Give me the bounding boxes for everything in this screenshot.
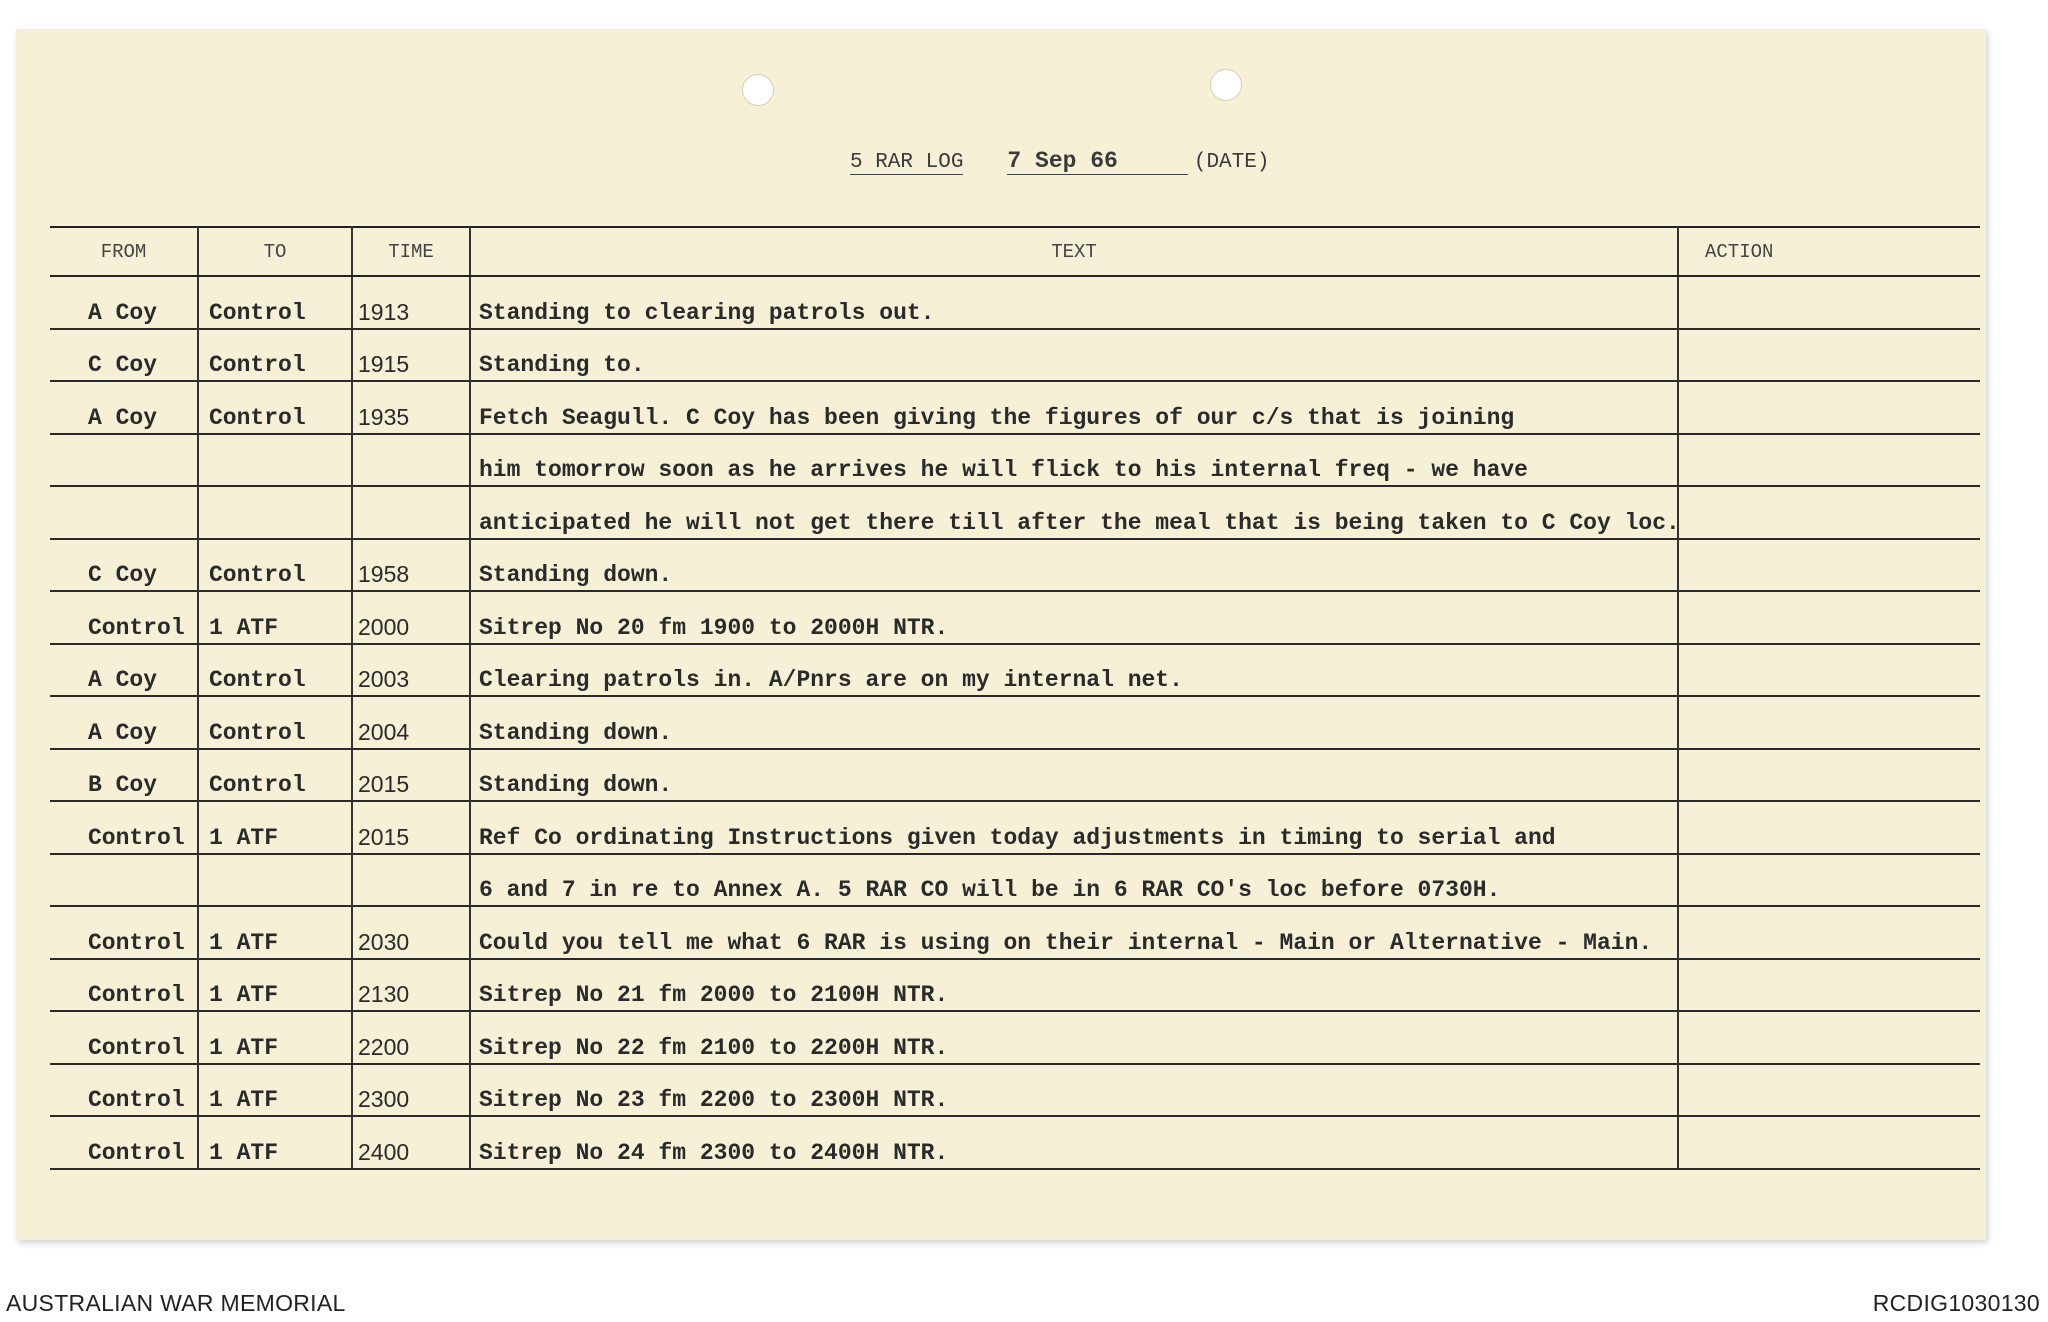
log-table bbox=[50, 226, 1980, 1170]
cell-to: 1 ATF bbox=[198, 801, 352, 854]
cell-from: Control bbox=[50, 801, 198, 854]
cell-text: Sitrep No 21 fm 2000 to 2100H NTR. bbox=[470, 959, 1678, 1012]
footer-archive-name: AUSTRALIAN WAR MEMORIAL bbox=[6, 1290, 346, 1316]
cell-time: 2400 bbox=[352, 1116, 470, 1169]
cell-from: A Coy bbox=[50, 381, 198, 434]
cell-from: A Coy bbox=[50, 276, 198, 329]
table-row bbox=[50, 959, 1980, 1012]
cell-from: Control bbox=[50, 1011, 198, 1064]
cell-to: Control bbox=[198, 329, 352, 382]
cell-text: Standing down. bbox=[470, 749, 1678, 802]
cell-time: 2000 bbox=[352, 591, 470, 644]
table-row bbox=[50, 854, 1980, 907]
table-row bbox=[50, 276, 1980, 329]
cell-time: 1915 bbox=[352, 329, 470, 382]
header-from: FROM bbox=[50, 227, 198, 276]
table-row bbox=[50, 591, 1980, 644]
cell-text: anticipated he will not get there till after the meal that is being taken to C Coy loc. bbox=[470, 486, 1678, 539]
cell-action bbox=[1678, 749, 1980, 802]
cell-time: 1935 bbox=[352, 381, 470, 434]
cell-from: Control bbox=[50, 1116, 198, 1169]
table-row bbox=[50, 749, 1980, 802]
cell-to: Control bbox=[198, 696, 352, 749]
cell-from: Control bbox=[50, 591, 198, 644]
cell-text: Ref Co ordinating Instructions given today adjustments in timing to serial and bbox=[470, 801, 1678, 854]
table-row bbox=[50, 1064, 1980, 1117]
cell-from bbox=[50, 854, 198, 907]
cell-to: 1 ATF bbox=[198, 906, 352, 959]
cell-action bbox=[1678, 591, 1980, 644]
cell-action bbox=[1678, 959, 1980, 1012]
cell-action bbox=[1678, 434, 1980, 487]
cell-text: Fetch Seagull. C Coy has been giving the figures of our c/s that is joining bbox=[470, 381, 1678, 434]
cell-time: 2015 bbox=[352, 801, 470, 854]
cell-to bbox=[198, 486, 352, 539]
log-heading bbox=[850, 148, 1269, 175]
cell-time: 2030 bbox=[352, 906, 470, 959]
cell-action bbox=[1678, 381, 1980, 434]
cell-time: 2004 bbox=[352, 696, 470, 749]
cell-to: Control bbox=[198, 644, 352, 697]
cell-action bbox=[1678, 539, 1980, 592]
table-row bbox=[50, 644, 1980, 697]
cell-to: Control bbox=[198, 381, 352, 434]
cell-time bbox=[352, 854, 470, 907]
cell-from: C Coy bbox=[50, 539, 198, 592]
table-row bbox=[50, 906, 1980, 959]
table-row bbox=[50, 1116, 1980, 1169]
cell-from bbox=[50, 486, 198, 539]
cell-to: Control bbox=[198, 276, 352, 329]
log-unit-title: 5 RAR LOG bbox=[850, 151, 964, 174]
cell-time: 2200 bbox=[352, 1011, 470, 1064]
cell-time bbox=[352, 486, 470, 539]
cell-to bbox=[198, 854, 352, 907]
cell-text: Clearing patrols in. A/Pnrs are on my internal net. bbox=[470, 644, 1678, 697]
cell-action bbox=[1678, 486, 1980, 539]
cell-text: Sitrep No 22 fm 2100 to 2200H NTR. bbox=[470, 1011, 1678, 1064]
cell-time: 2300 bbox=[352, 1064, 470, 1117]
cell-action bbox=[1678, 329, 1980, 382]
cell-to: 1 ATF bbox=[198, 1116, 352, 1169]
cell-from: Control bbox=[50, 1064, 198, 1117]
cell-time bbox=[352, 434, 470, 487]
cell-to: 1 ATF bbox=[198, 1064, 352, 1117]
cell-to: 1 ATF bbox=[198, 959, 352, 1012]
table-row bbox=[50, 1011, 1980, 1064]
table-row bbox=[50, 486, 1980, 539]
cell-text: 6 and 7 in re to Annex A. 5 RAR CO will be in 6 RAR CO's loc before 0730H. bbox=[470, 854, 1678, 907]
cell-time: 1913 bbox=[352, 276, 470, 329]
cell-text: Standing down. bbox=[470, 539, 1678, 592]
cell-from: C Coy bbox=[50, 329, 198, 382]
cell-time: 2130 bbox=[352, 959, 470, 1012]
cell-text: Sitrep No 23 fm 2200 to 2300H NTR. bbox=[470, 1064, 1678, 1117]
punch-hole-right bbox=[1210, 69, 1242, 101]
cell-action bbox=[1678, 1064, 1980, 1117]
cell-action bbox=[1678, 1116, 1980, 1169]
cell-from: B Coy bbox=[50, 749, 198, 802]
cell-action bbox=[1678, 801, 1980, 854]
cell-text: him tomorrow soon as he arrives he will flick to his internal freq - we have bbox=[470, 434, 1678, 487]
cell-time: 1958 bbox=[352, 539, 470, 592]
cell-text: Standing to clearing patrols out. bbox=[470, 276, 1678, 329]
table-row bbox=[50, 381, 1980, 434]
cell-action bbox=[1678, 854, 1980, 907]
cell-time: 2003 bbox=[352, 644, 470, 697]
table-row bbox=[50, 329, 1980, 382]
header-to: TO bbox=[198, 227, 352, 276]
log-date: 7 Sep 66 bbox=[1007, 148, 1187, 175]
cell-text: Sitrep No 24 fm 2300 to 2400H NTR. bbox=[470, 1116, 1678, 1169]
table-row bbox=[50, 801, 1980, 854]
header-row bbox=[50, 227, 1980, 276]
cell-to: Control bbox=[198, 539, 352, 592]
cell-text: Standing to. bbox=[470, 329, 1678, 382]
cell-from: A Coy bbox=[50, 644, 198, 697]
header-text: TEXT bbox=[470, 227, 1678, 276]
cell-action bbox=[1678, 1011, 1980, 1064]
punch-hole-left bbox=[742, 74, 774, 106]
cell-to: Control bbox=[198, 749, 352, 802]
cell-action bbox=[1678, 644, 1980, 697]
header-time: TIME bbox=[352, 227, 470, 276]
cell-to: 1 ATF bbox=[198, 1011, 352, 1064]
cell-action bbox=[1678, 696, 1980, 749]
date-label: (DATE) bbox=[1193, 151, 1270, 174]
cell-from: Control bbox=[50, 906, 198, 959]
table-row bbox=[50, 696, 1980, 749]
cell-from: A Coy bbox=[50, 696, 198, 749]
table-row bbox=[50, 539, 1980, 592]
table-row bbox=[50, 434, 1980, 487]
header-action: ACTION bbox=[1678, 227, 1980, 276]
cell-from bbox=[50, 434, 198, 487]
footer-record-id: RCDIG1030130 bbox=[1872, 1290, 2040, 1316]
cell-action bbox=[1678, 276, 1980, 329]
cell-time: 2015 bbox=[352, 749, 470, 802]
cell-text: Sitrep No 20 fm 1900 to 2000H NTR. bbox=[470, 591, 1678, 644]
cell-text: Could you tell me what 6 RAR is using on their internal - Main or Alternative - Main. bbox=[470, 906, 1678, 959]
cell-to: 1 ATF bbox=[198, 591, 352, 644]
cell-action bbox=[1678, 906, 1980, 959]
cell-to bbox=[198, 434, 352, 487]
cell-from: Control bbox=[50, 959, 198, 1012]
cell-text: Standing down. bbox=[470, 696, 1678, 749]
